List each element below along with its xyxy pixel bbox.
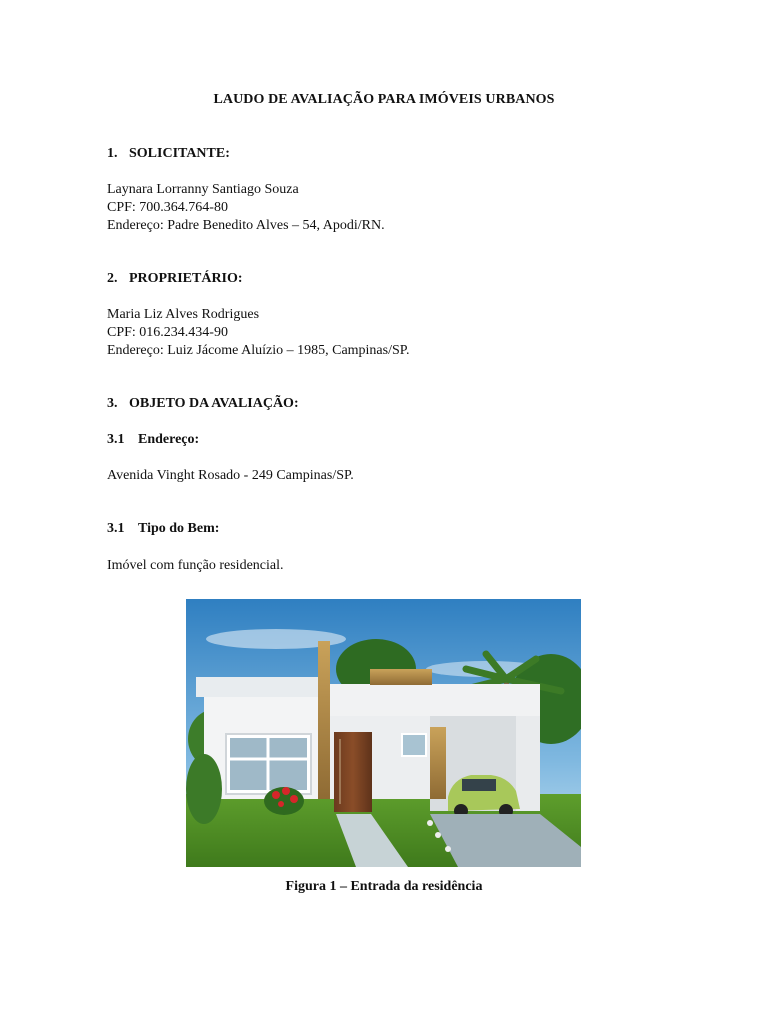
- section-heading-solicitante: [107, 146, 230, 162]
- solicitante-details: [107, 181, 385, 235]
- section-number: 2.: [107, 271, 118, 286]
- section-number: 1.: [107, 146, 118, 161]
- subsection-number: 3.1: [107, 521, 125, 536]
- house-photo: [186, 599, 581, 867]
- section-title: PROPRIETÁRIO:: [129, 271, 243, 286]
- endereco-text: Avenida Vinght Rosado - 249 Campinas/SP.: [107, 468, 354, 483]
- subsection-title: Tipo do Bem:: [138, 521, 220, 536]
- proprietario-cpf: CPF: 016.234.434-90: [107, 325, 228, 340]
- tipo-text: Imóvel com função residencial.: [107, 558, 284, 573]
- solicitante-name: Laynara Lorranny Santiago Souza: [107, 182, 299, 197]
- solicitante-address: Endereço: Padre Benedito Alves – 54, Apodi/RN.: [107, 218, 385, 233]
- section-title: OBJETO DA AVALIAÇÃO:: [129, 396, 299, 411]
- proprietario-address: Endereço: Luiz Jácome Aluízio – 1985, Campinas/SP.: [107, 343, 410, 358]
- proprietario-details: [107, 306, 410, 360]
- proprietario-name: Maria Liz Alves Rodrigues: [107, 307, 260, 322]
- subsection-heading-endereco: [107, 432, 199, 448]
- subsection-heading-tipo: [107, 521, 219, 537]
- document-title: LAUDO DE AVALIAÇÃO PARA IMÓVEIS URBANOS: [213, 92, 555, 107]
- section-title: SOLICITANTE:: [129, 146, 230, 161]
- figure-caption: Figura 1 – Entrada da residência: [285, 879, 483, 894]
- section-heading-proprietario: [107, 271, 243, 287]
- subsection-title: Endereço:: [138, 432, 200, 447]
- subsection-number: 3.1: [107, 432, 125, 447]
- solicitante-cpf: CPF: 700.364.764-80: [107, 200, 228, 215]
- section-heading-objeto: [107, 396, 299, 412]
- section-number: 3.: [107, 396, 118, 411]
